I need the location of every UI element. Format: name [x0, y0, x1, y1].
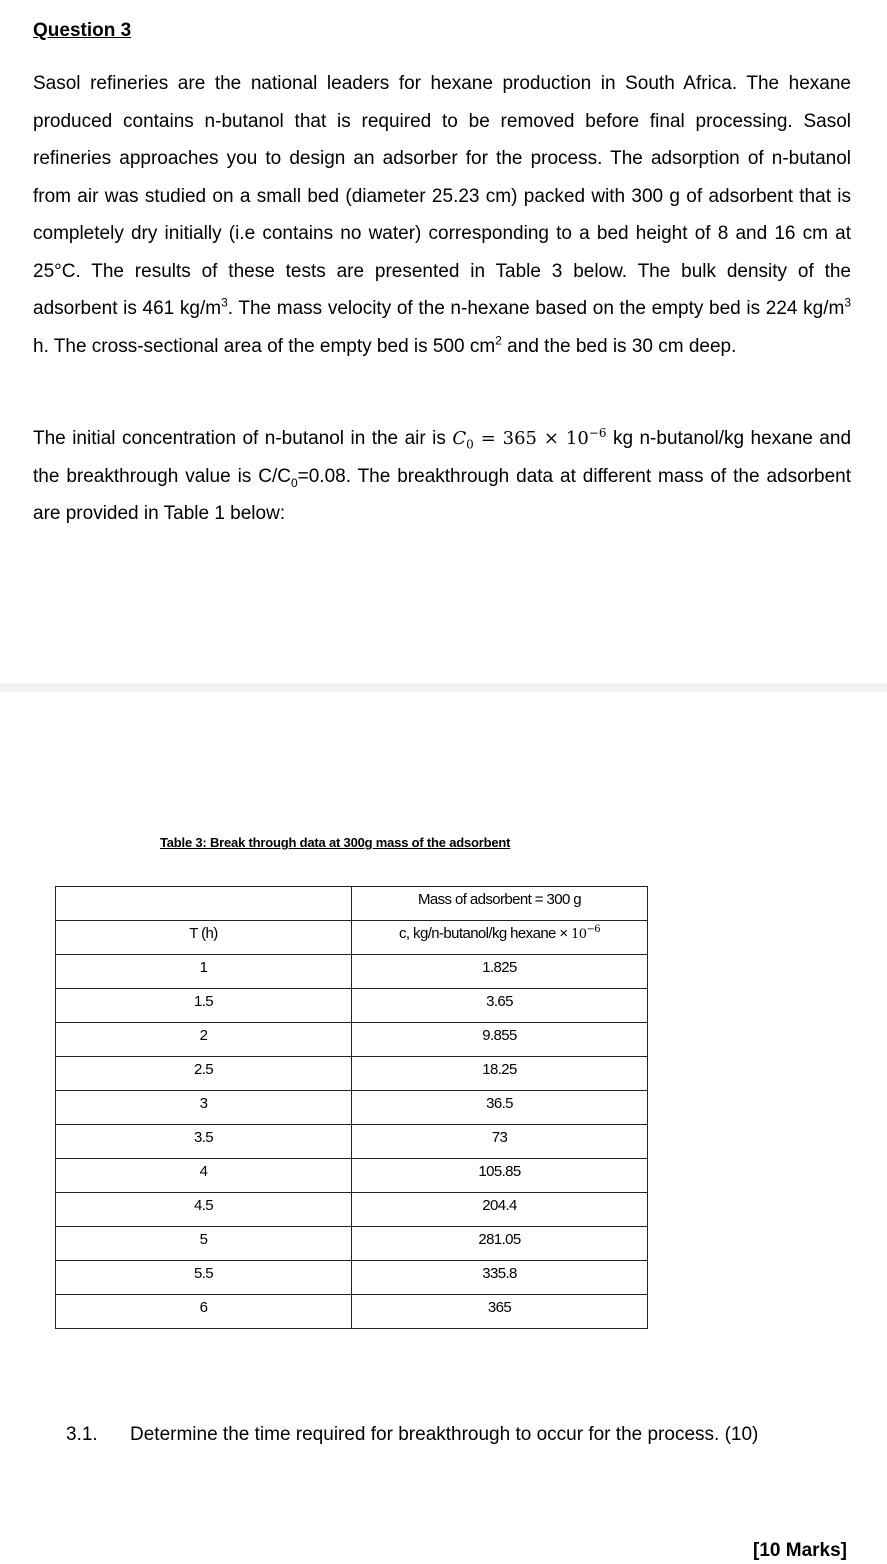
table-row — [56, 1125, 648, 1159]
intro-paragraph: Sasol refineries are the national leaders for hexane production in South Africa. The hexane produced contains n-butanol that is required to be removed before final processing. Sasol refineries approaches you to design an adsorber for the process. The adsorption of n-butanol from air was studied on a small bed (diameter 25.23 cm) packed with 300 g of adsorbent that is completely dry initially (i.e contains no water) corresponding to a bed height of 8 and 16 cm at 25°C. The results of these tests are presented in Table 3 below. The bulk density of the adsorbent is 461 $kg/m^3$. The mass velocity of the n-hexane based on the empty bed is 224 $kg/m^3$ h. The cross-sectional area of the empty bed is 500 $cm^2$ and the bed is 30 cm deep. — [33, 73, 851, 357]
table-row — [56, 989, 648, 1023]
header-mass-cell: Mass of adsorbent = 300 g — [352, 887, 648, 921]
sub-question-text: Determine the time required for breakthrough to occur for the process. (10) — [130, 1424, 759, 1445]
time-cell: 2.5 — [56, 1057, 352, 1091]
question-heading: Question 3 — [33, 20, 132, 41]
page-break-divider — [0, 683, 887, 692]
time-cell: 3 — [56, 1091, 352, 1125]
concentration-cell: 36.5 — [352, 1091, 648, 1125]
time-cell: 3.5 — [56, 1125, 352, 1159]
concentration-cell: 9.855 — [352, 1023, 648, 1057]
header-empty-cell — [56, 887, 352, 921]
time-cell: 2 — [56, 1023, 352, 1057]
table-row — [56, 1091, 648, 1125]
concentration-cell: 281.05 — [352, 1227, 648, 1261]
table-row — [56, 1023, 648, 1057]
column-time-header: T (h) — [56, 921, 352, 955]
time-cell: 1.5 — [56, 989, 352, 1023]
table-row — [56, 1261, 648, 1295]
table-row — [56, 1295, 648, 1329]
concentration-cell: 73 — [352, 1125, 648, 1159]
concentration-cell: 1.825 — [352, 955, 648, 989]
initial-concentration-formula: $C_0 = 365 \times 10^{-6}$ — [452, 426, 607, 452]
concentration-cell: 365 — [352, 1295, 648, 1329]
column-concentration-header: c, kg/n-butanol/kg hexane × $10^{-6}$ — [352, 921, 648, 955]
sub-question-number: 3.1. — [66, 1424, 98, 1445]
sub-question — [66, 1424, 758, 1446]
breakthrough-table — [55, 886, 648, 1329]
table-row — [56, 1193, 648, 1227]
table-row — [56, 1057, 648, 1091]
concentration-cell: 204.4 — [352, 1193, 648, 1227]
time-cell: 4 — [56, 1159, 352, 1193]
time-cell: 5.5 — [56, 1261, 352, 1295]
time-cell: 4.5 — [56, 1193, 352, 1227]
time-cell: 6 — [56, 1295, 352, 1329]
concentration-cell: 18.25 — [352, 1057, 648, 1091]
table-row — [56, 955, 648, 989]
table-header-row — [56, 887, 648, 921]
time-cell: 1 — [56, 955, 352, 989]
time-cell: 5 — [56, 1227, 352, 1261]
concentration-cell: 3.65 — [352, 989, 648, 1023]
table-column-row — [56, 921, 648, 955]
total-marks: [10 Marks] — [753, 1540, 847, 1561]
table-row — [56, 1227, 648, 1261]
concentration-paragraph: The initial concentration of n-butanol in the air is $C_0 = 365 \times 10^{-6}$ kg n-butanol/kg hexane and the breakthrough value is $C/C_0=0.08$. The breakthrough data at different mass of the adsorbent are provided in Table 1 below: — [33, 426, 852, 524]
concentration-cell: 335.8 — [352, 1261, 648, 1295]
table-row — [56, 1159, 648, 1193]
concentration-cell: 105.85 — [352, 1159, 648, 1193]
table-caption: Table 3: Break through data at 300g mass of the adsorbent — [160, 835, 511, 850]
